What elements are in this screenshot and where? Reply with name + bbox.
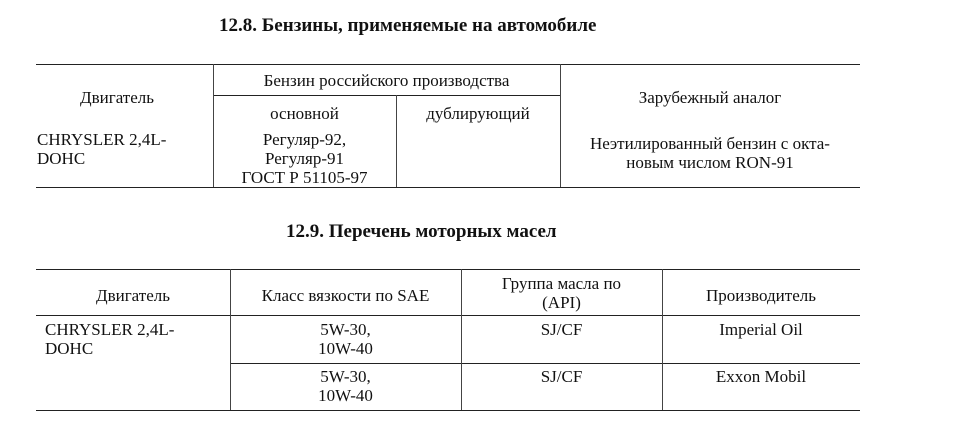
header-divider: [213, 95, 560, 96]
oil-manufacturer: Exxon Mobil: [715, 367, 807, 386]
header-foreign-analog: Зарубежный аналог: [638, 88, 782, 107]
table-border-top: [36, 64, 860, 65]
header-viscosity: Класс вязкости по SAE: [261, 286, 430, 305]
header-api-group: Группа масла по (API): [501, 274, 622, 312]
subheader-main: основной: [270, 104, 339, 123]
fuel-main-grades: Регуляр-92, Регуляр-91 ГОСТ Р 51105-97: [241, 130, 368, 187]
oil-manufacturer: Imperial Oil: [719, 320, 803, 339]
section-title-fuels: 12.8. Бензины, применяемые на автомобиле: [219, 15, 597, 36]
fuel-foreign-analog: Неэтилированный бензин с окта- новым числом RON-91: [590, 134, 830, 172]
engine-name: CHRYSLER 2,4L- DOHC: [45, 320, 175, 358]
subheader-backup: дублирующий: [426, 104, 530, 123]
header-russian-fuel: Бензин российского производства: [263, 71, 510, 90]
header-engine: Двигатель: [80, 88, 155, 107]
oil-viscosity: 5W-30, 10W-40: [318, 320, 373, 358]
table-border-top: [36, 269, 860, 270]
engine-name: CHRYSLER 2,4L- DOHC: [37, 130, 167, 168]
header-engine: Двигатель: [95, 286, 170, 305]
oil-api-group: SJ/CF: [540, 367, 583, 386]
oil-api-group: SJ/CF: [540, 320, 583, 339]
header-manufacturer: Производитель: [706, 286, 816, 305]
header-divider: [36, 315, 860, 316]
oil-viscosity: 5W-30, 10W-40: [318, 367, 373, 405]
section-title-oils: 12.9. Перечень моторных масел: [286, 221, 557, 242]
table-border-bottom: [36, 410, 860, 411]
table-border-bottom: [36, 187, 860, 188]
row-divider: [230, 363, 860, 364]
